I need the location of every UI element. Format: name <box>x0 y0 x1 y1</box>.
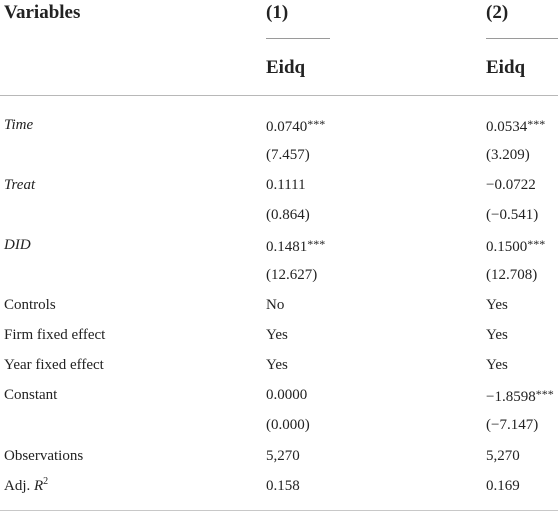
row-label-observations: Observations <box>4 448 84 464</box>
column-1-number: (1) <box>266 2 289 23</box>
column-1-rule <box>266 38 330 39</box>
significance-stars: *** <box>527 117 546 131</box>
t-stat: (−0.541) <box>486 207 539 223</box>
table-cell: 0.169 <box>486 478 520 494</box>
coef-value: 0.1500 <box>486 239 528 255</box>
row-label-year-fixed-effect: Year fixed effect <box>4 357 104 373</box>
row-label-treat: Treat <box>4 177 36 193</box>
t-stat: (12.627) <box>266 267 318 283</box>
coef-value: 0.0534 <box>486 119 528 135</box>
coef-value: 0.0740 <box>266 119 308 135</box>
table-cell: Yes <box>486 297 508 313</box>
row-label-firm-fixed-effect: Firm fixed effect <box>4 327 106 343</box>
significance-stars: *** <box>307 237 326 251</box>
table-cell: Yes <box>266 327 288 343</box>
table-cell <box>486 117 545 136</box>
t-stat: (0.864) <box>266 207 310 223</box>
t-stat: (3.209) <box>486 147 530 163</box>
table-cell: 5,270 <box>266 448 300 464</box>
label-r: R <box>34 478 44 494</box>
variables-header: Variables <box>4 2 81 23</box>
coef-value: 0.1111 <box>266 177 306 193</box>
significance-stars: *** <box>527 237 546 251</box>
column-2-dependent-variable: Eidq <box>486 57 526 78</box>
significance-stars: *** <box>307 117 326 131</box>
table-cell <box>486 387 554 406</box>
label-prefix: Adj. <box>4 478 34 494</box>
table-cell: 0.158 <box>266 478 300 494</box>
significance-stars: *** <box>535 387 554 401</box>
table-cell: 5,270 <box>486 448 520 464</box>
table-cell: Yes <box>266 357 288 373</box>
coef-value: 0.1481 <box>266 239 308 255</box>
coef-value: 0.0000 <box>266 387 308 403</box>
column-1-dependent-variable: Eidq <box>266 57 306 78</box>
column-2-rule <box>486 38 558 39</box>
coef-value: −0.0722 <box>486 177 536 193</box>
table-cell <box>266 237 325 256</box>
column-2-number: (2) <box>486 2 509 23</box>
row-label-constant: Constant <box>4 387 58 403</box>
table-cell <box>266 117 325 136</box>
t-stat: (−7.147) <box>486 417 539 433</box>
table-cell: Yes <box>486 327 508 343</box>
row-label-adj-r2 <box>4 478 48 495</box>
table-cell: Yes <box>486 357 508 373</box>
t-stat: (0.000) <box>266 417 310 433</box>
row-label-time: Time <box>4 117 34 133</box>
t-stat: (12.708) <box>486 267 538 283</box>
table-cell: No <box>266 297 285 313</box>
bottom-rule <box>0 510 558 511</box>
row-label-controls: Controls <box>4 297 56 313</box>
t-stat: (7.457) <box>266 147 310 163</box>
header-separator <box>0 95 558 96</box>
label-superscript: 2 <box>43 476 49 487</box>
coef-value: −1.8598 <box>486 389 536 405</box>
row-label-did: DID <box>4 237 31 253</box>
table-cell <box>486 237 545 256</box>
